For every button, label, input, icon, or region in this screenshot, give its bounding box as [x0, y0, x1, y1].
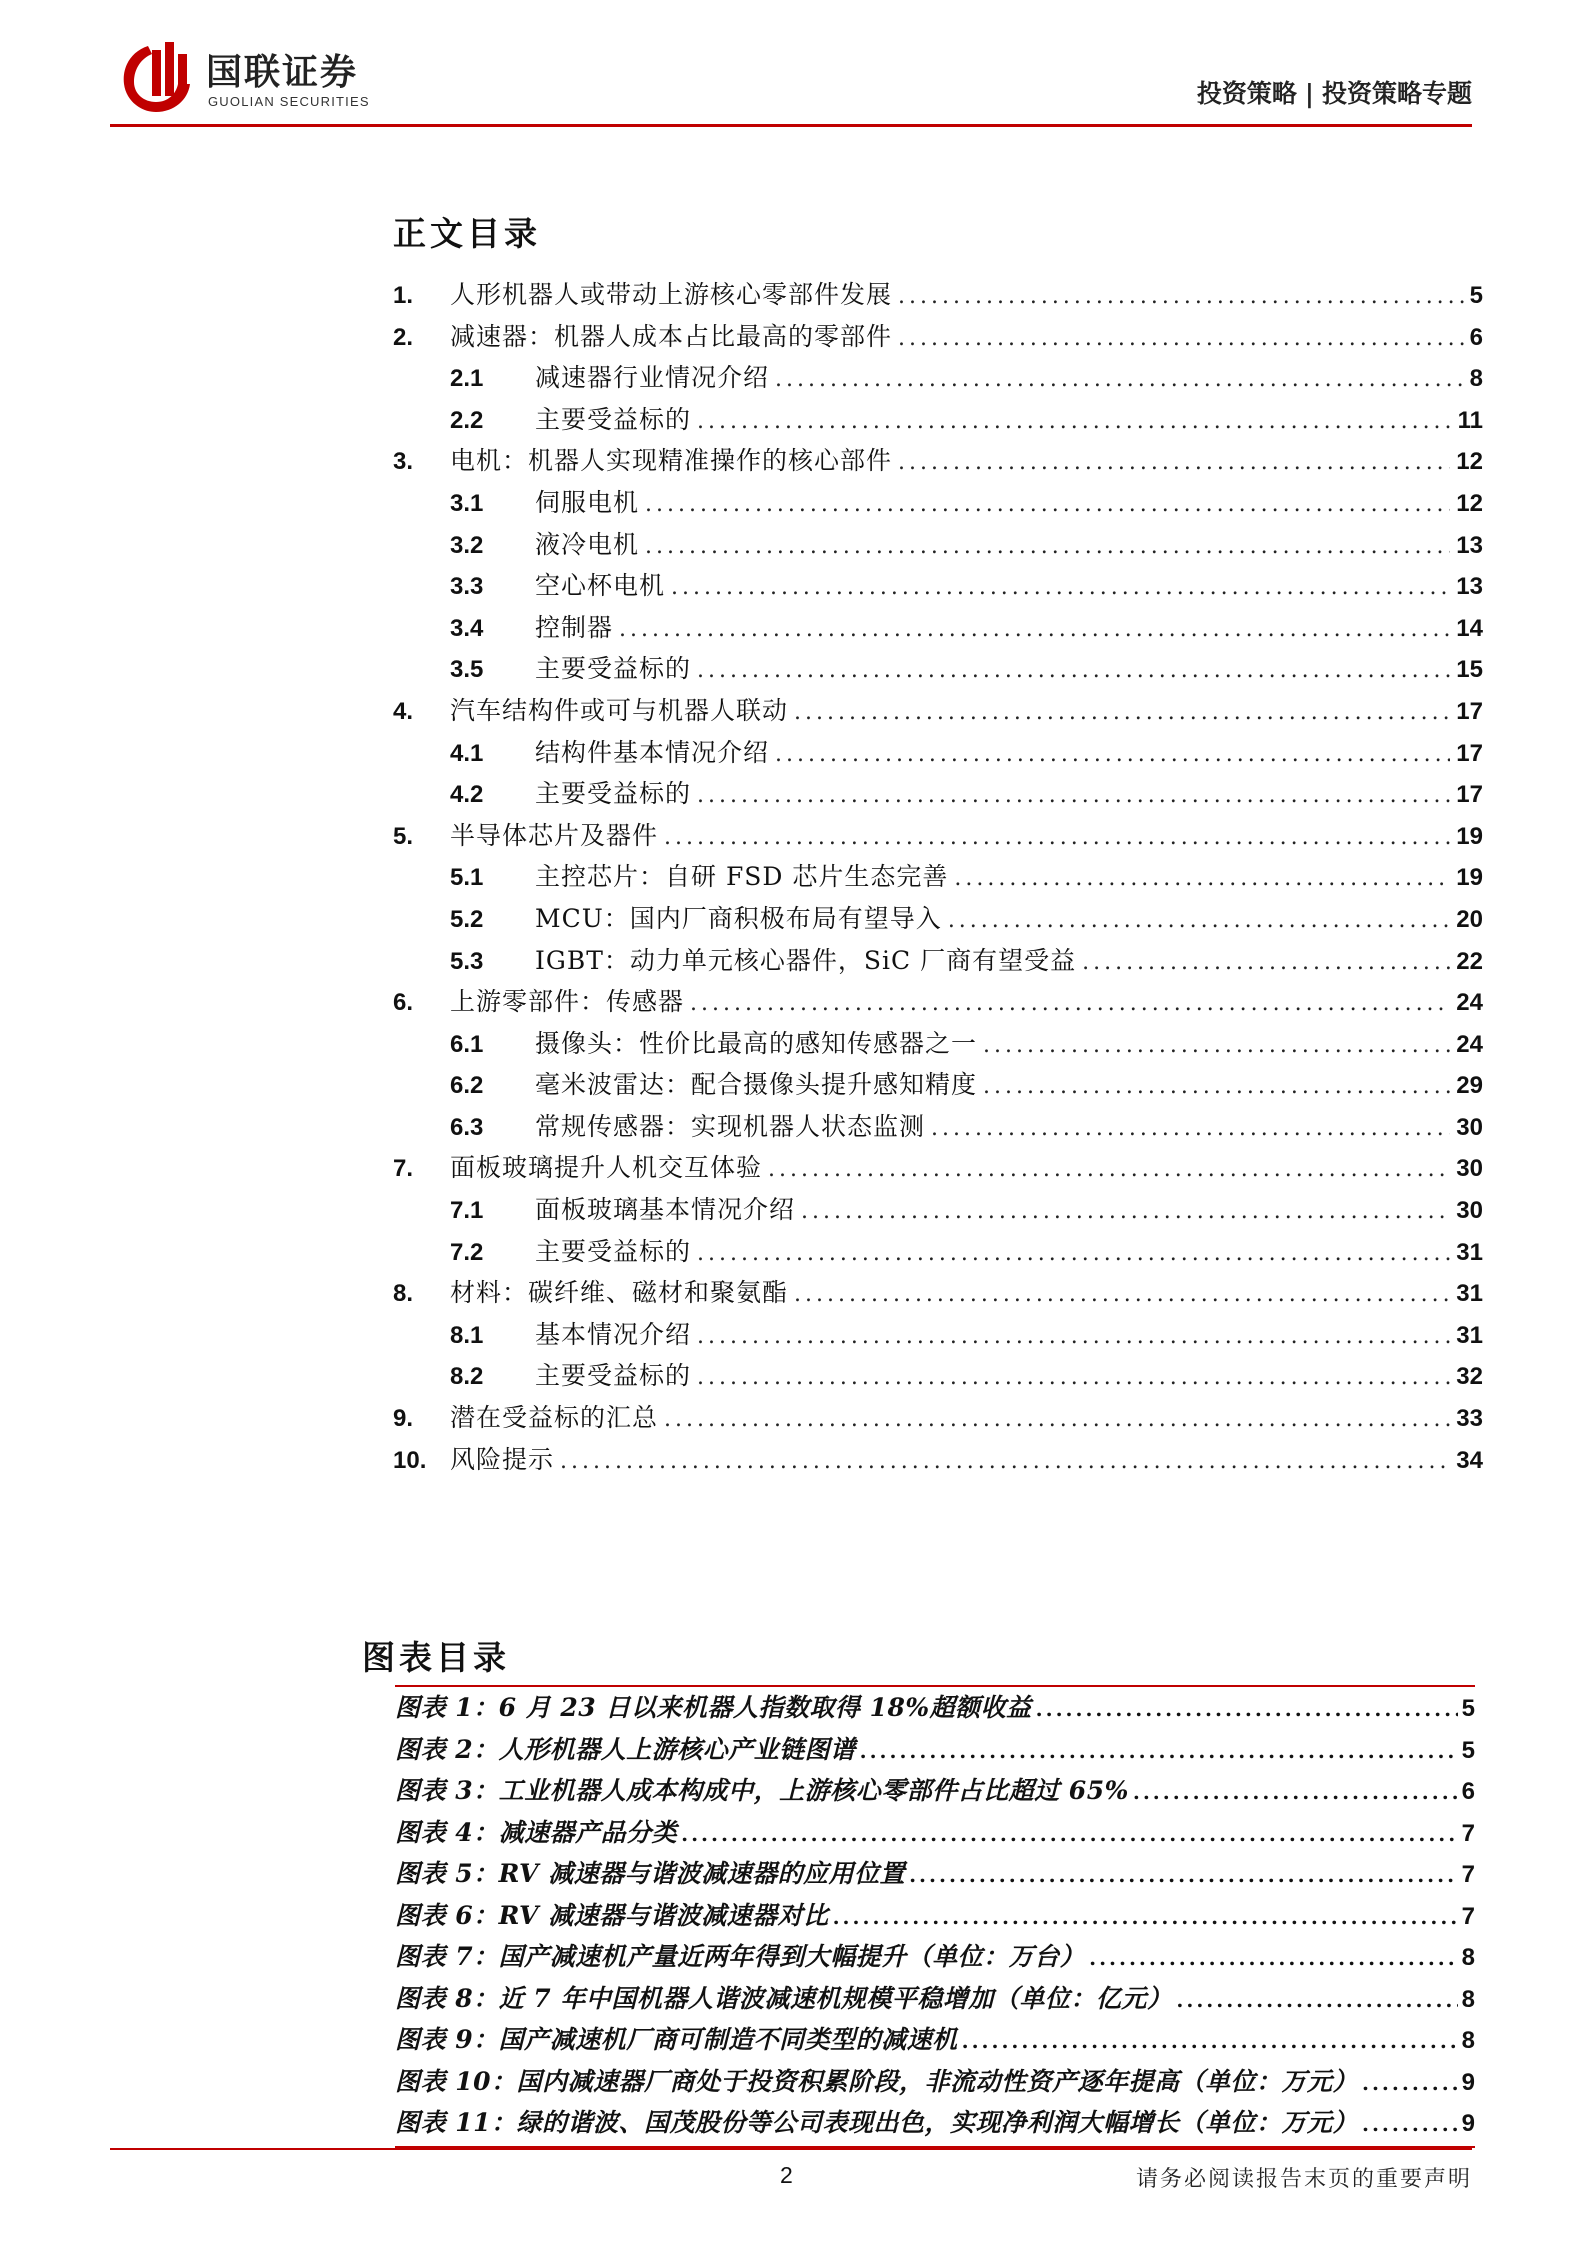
toc-entry-leader [768, 1157, 1450, 1182]
toc-entry-number: 3.2 [450, 531, 484, 559]
toc-entry-title[interactable]: 潜在受益标的汇总 [450, 1403, 659, 1433]
toc-entry-leader [794, 1282, 1450, 1307]
toc-entry-number: 5.2 [450, 905, 484, 933]
toc-entry-title[interactable]: 上游零部件：传感器 [450, 987, 685, 1017]
page-header [110, 32, 1472, 128]
toc-entry-number: 3.4 [450, 614, 484, 642]
toc-entry-page: 31 [1456, 1321, 1483, 1349]
toc-entry[interactable] [393, 857, 1483, 899]
toc-entry-number: 7.2 [450, 1238, 484, 1266]
toc-entry-leader [619, 617, 1450, 642]
toc-entry-number: 5. [393, 822, 414, 850]
figure-entry-leader [1036, 1697, 1458, 1721]
toc-entry-title[interactable]: IGBT：动力单元核心器件，SiC 厂商有望受益 [535, 945, 1077, 975]
figure-entry-page: 6 [1461, 1778, 1475, 1805]
logo-subtext: GUOLIAN SECURITIES [208, 94, 370, 109]
header-divider [110, 124, 1472, 127]
figure-entry-title[interactable]: 图表 1：6 月 23 日以来机器人指数取得 18%超额收益 [395, 1693, 1032, 1722]
figure-entry-title[interactable]: 图表 11：绿的谐波、国茂股份等公司表现出色，实现净利润大幅增长（单位：万元） [395, 2108, 1358, 2137]
toc-entry[interactable] [393, 1440, 1483, 1482]
figure-entry-page: 8 [1461, 1944, 1475, 1971]
toc-entry-page: 13 [1456, 531, 1483, 559]
toc-entry-page: 30 [1456, 1197, 1483, 1225]
toc-entry-page: 30 [1456, 1155, 1483, 1183]
figure-entry-leader [1176, 1988, 1457, 2012]
toc-entry-title[interactable]: 主要受益标的 [535, 1236, 692, 1266]
toc-entry-leader [697, 1241, 1450, 1266]
toc-entry-title[interactable]: 半导体芯片及器件 [450, 820, 659, 850]
toc-entry-number: 6.1 [450, 1030, 484, 1058]
figure-entry-page: 5 [1461, 1695, 1475, 1722]
toc-entry-title[interactable]: 主要受益标的 [535, 779, 692, 809]
toc-entry-leader [671, 575, 1450, 600]
toc-entry-leader [1082, 950, 1450, 975]
toc-entry[interactable] [393, 733, 1483, 775]
toc-entry-number: 8.1 [450, 1321, 484, 1349]
toc-entry-page: 29 [1456, 1072, 1483, 1100]
figure-entry-page: 8 [1461, 1985, 1475, 2013]
toc-heading: 正文目录 [393, 214, 541, 253]
toc-entry-number: 5.1 [450, 864, 484, 892]
toc-entry-title[interactable]: 摄像头：性价比最高的感知传感器之一 [535, 1028, 978, 1058]
logo-text: 国联证券 [206, 52, 359, 93]
toc-entry-leader [664, 1407, 1450, 1432]
toc-entry-number: 1. [393, 282, 414, 309]
toc-entry-page: 34 [1456, 1446, 1483, 1474]
breadcrumb-separator: | [1304, 79, 1314, 108]
toc-entry-number: 3.5 [450, 656, 484, 684]
toc-entry-number: 8.2 [450, 1363, 484, 1391]
figure-entry[interactable] [395, 2062, 1475, 2104]
toc-entry-page: 13 [1456, 573, 1483, 601]
toc-entry-title[interactable]: 主控芯片：自研 FSD 芯片生态完善 [535, 862, 949, 892]
toc-entry[interactable] [393, 1232, 1483, 1274]
toc-entry-leader [983, 1074, 1450, 1099]
figure-entry[interactable] [395, 1771, 1475, 1813]
toc-entry-page: 14 [1456, 614, 1483, 642]
toc-entry-number: 10. [393, 1446, 427, 1474]
toc-entry-title[interactable]: 主要受益标的 [535, 654, 692, 684]
toc-entry-title[interactable]: 汽车结构件或可与机器人联动 [450, 695, 789, 725]
toc-entry-number: 2.2 [450, 406, 484, 434]
figure-entry-leader [962, 2029, 1458, 2053]
figure-entry-page: 7 [1461, 1819, 1475, 1847]
toc-entry-number: 6. [393, 989, 414, 1017]
figure-entry-page: 9 [1461, 2068, 1475, 2096]
toc-entry-title[interactable]: 风险提示 [450, 1444, 555, 1474]
breadcrumb [1197, 74, 1472, 110]
toc-entry-leader [898, 450, 1450, 475]
toc-entry-number: 9. [393, 1405, 414, 1433]
toc-entry[interactable] [393, 1398, 1483, 1440]
figure-entry-leader [1362, 2112, 1458, 2136]
figure-entry-title[interactable]: 图表 9：国产减速机厂商可制造不同类型的减速机 [395, 2025, 958, 2054]
toc-entry-page: 31 [1456, 1238, 1483, 1266]
toc-entry-number: 7.1 [450, 1197, 484, 1225]
toc-entry-title[interactable]: 主要受益标的 [535, 404, 692, 434]
toc-entry-title[interactable]: 结构件基本情况介绍 [535, 737, 770, 767]
toc-entry-page: 31 [1456, 1280, 1483, 1308]
toc-entry-page: 6 [1469, 323, 1483, 351]
toc-entry-title[interactable]: 空心杯电机 [535, 571, 666, 601]
toc-entry-page: 33 [1456, 1405, 1483, 1433]
toc-entry-title[interactable]: 减速器行业情况介绍 [535, 363, 770, 393]
toc-entry[interactable] [393, 816, 1483, 858]
footer-divider [110, 2148, 1472, 2150]
figure-list-heading: 图表目录 [362, 1638, 510, 1677]
figure-entry-page: 9 [1461, 2110, 1475, 2137]
toc-entry[interactable] [393, 1273, 1483, 1315]
figure-entry-title[interactable]: 图表 5：RV 减速器与谐波减速器的应用位置 [395, 1859, 906, 1888]
toc-entry-leader [801, 1199, 1450, 1224]
toc-entry-number: 8. [393, 1280, 414, 1308]
toc-entry[interactable] [393, 317, 1483, 359]
figure-entry-page: 7 [1461, 1902, 1475, 1930]
toc-entry-leader [931, 1116, 1450, 1141]
toc-entry-title[interactable]: 主要受益标的 [535, 1361, 692, 1391]
toc-entry-title[interactable]: 人形机器人或带动上游核心零部件发展 [450, 280, 893, 309]
toc-entry-title[interactable]: 液冷电机 [535, 529, 640, 559]
toc-entry-title[interactable]: 伺服电机 [535, 487, 640, 517]
toc-entry-number: 3.1 [450, 489, 484, 517]
toc-entry-title[interactable]: 减速器：机器人成本占比最高的零部件 [450, 321, 893, 351]
toc-entry-leader [948, 908, 1450, 933]
toc-entry-page: 24 [1456, 1030, 1483, 1058]
toc-entry-leader [690, 991, 1450, 1016]
toc-entry[interactable] [393, 275, 1483, 317]
toc-entry[interactable] [393, 1315, 1483, 1357]
toc-entry-leader [775, 742, 1450, 767]
figure-entry-title[interactable]: 图表 3：工业机器人成本构成中，上游核心零部件占比超过 65% [395, 1776, 1129, 1805]
figure-entry-page: 5 [1461, 1736, 1475, 1764]
figure-entry-title[interactable]: 图表 7：国产减速机产量近两年得到大幅提升（单位：万台） [395, 1942, 1086, 1971]
figure-entry-leader [1362, 2071, 1458, 2095]
toc-entry-leader [775, 367, 1464, 392]
page-number: 2 [780, 2162, 793, 2188]
toc-entry[interactable] [393, 1024, 1483, 1066]
toc-entry-number: 6.2 [450, 1072, 484, 1100]
figure-entry-page: 7 [1461, 1861, 1475, 1888]
toc-entry-page: 11 [1457, 406, 1483, 434]
breadcrumb-item-category: 投资策略 [1196, 79, 1297, 108]
toc-entry[interactable] [393, 774, 1483, 816]
toc-entry[interactable] [393, 1107, 1483, 1149]
figure-entry[interactable] [395, 1854, 1475, 1896]
toc-entry-number: 5.3 [450, 947, 484, 975]
toc-entry-page: 30 [1456, 1113, 1483, 1141]
figure-entry-leader [681, 1822, 1458, 1846]
toc-entry-page: 8 [1469, 365, 1483, 393]
toc-entry-page: 24 [1456, 989, 1483, 1017]
toc-entry-number: 2. [393, 323, 414, 351]
figure-entry[interactable] [395, 1979, 1475, 2021]
toc-entry[interactable] [393, 525, 1483, 567]
toc-entry-title[interactable]: 材料：碳纤维、磁材和聚氨酯 [450, 1278, 789, 1308]
toc-entry-number: 4. [393, 697, 414, 725]
figure-entry[interactable] [395, 1896, 1475, 1938]
figure-entry-leader [1089, 1946, 1458, 1970]
toc-entry-title[interactable]: 基本情况介绍 [535, 1319, 692, 1349]
figure-entry[interactable] [395, 2103, 1475, 2145]
toc-entry-number: 2.1 [450, 365, 484, 393]
toc-entry-number: 4.2 [450, 781, 484, 809]
toc-entry-page: 17 [1456, 697, 1483, 725]
toc-entry[interactable] [393, 358, 1483, 400]
toc-entry[interactable] [393, 899, 1483, 941]
figure-entry-title[interactable]: 图表 10：国内减速器厂商处于投资积累阶段，非流动性资产逐年提高（单位：万元） [395, 2066, 1358, 2096]
toc-entry[interactable] [393, 982, 1483, 1024]
toc-entry[interactable] [393, 483, 1483, 525]
toc-entry-leader [983, 1033, 1450, 1058]
toc-entry[interactable] [393, 649, 1483, 691]
toc-entry-page: 5 [1469, 282, 1483, 309]
toc-entry-number: 7. [393, 1155, 414, 1183]
toc-entry[interactable] [393, 441, 1483, 483]
toc-entry-leader [954, 866, 1450, 891]
toc-entry-leader [697, 1365, 1450, 1390]
footer-disclaimer: 请务必阅读报告末页的重要声明 [1135, 2167, 1472, 2192]
toc-entry-page: 22 [1456, 947, 1483, 975]
figure-entry-leader [833, 1905, 1458, 1929]
figure-entry[interactable] [395, 2020, 1475, 2062]
toc-entry-number: 3.3 [450, 573, 484, 601]
toc-entry-page: 17 [1456, 781, 1483, 809]
toc-entry[interactable] [393, 566, 1483, 608]
guolian-logo-icon [118, 40, 194, 116]
toc-entry-page: 32 [1456, 1363, 1483, 1391]
toc-entry-title[interactable]: 面板玻璃提升人机交互体验 [450, 1153, 763, 1183]
figure-list-top-rule [395, 1685, 1475, 1687]
toc-entry-leader [645, 492, 1450, 517]
figure-entry[interactable] [395, 1730, 1475, 1772]
figure-entry-title[interactable]: 图表 2：人形机器人上游核心产业链图谱 [395, 1734, 856, 1764]
toc-entry-number: 3. [393, 448, 414, 476]
breadcrumb-item-topic: 投资策略专题 [1321, 79, 1472, 108]
toc-entry-title[interactable]: 面板玻璃基本情况介绍 [535, 1195, 796, 1225]
toc-entry-page: 12 [1456, 489, 1483, 517]
toc-entry-page: 19 [1456, 822, 1483, 850]
toc-entry-number: 6.3 [450, 1113, 484, 1141]
toc-entry[interactable] [393, 1356, 1483, 1398]
toc-entry-title[interactable]: 毫米波雷达：配合摄像头提升感知精度 [535, 1070, 978, 1100]
figure-entry-page: 8 [1461, 2027, 1475, 2054]
toc-entry[interactable] [393, 1148, 1483, 1190]
toc-entry-title[interactable]: 控制器 [535, 612, 614, 642]
toc-entry-title[interactable]: MCU：国内厂商积极布局有望导入 [535, 903, 942, 933]
toc-entry-title[interactable]: 电机：机器人实现精准操作的核心部件 [450, 446, 893, 476]
toc-entry-leader [697, 1324, 1450, 1349]
toc-entry[interactable] [393, 400, 1483, 442]
toc-entry-leader [697, 658, 1450, 683]
toc-entry-leader [697, 409, 1452, 434]
toc-entry-leader [697, 783, 1450, 808]
toc-entry-page: 15 [1456, 656, 1483, 684]
toc-entry-title[interactable]: 常规传感器：实现机器人状态监测 [535, 1111, 926, 1141]
figure-entry-leader [909, 1863, 1458, 1887]
toc-entry[interactable] [393, 691, 1483, 733]
toc-entry-leader [664, 825, 1450, 850]
toc-entry-page: 20 [1456, 905, 1483, 933]
figure-entry[interactable] [395, 1937, 1475, 1979]
figure-entry[interactable] [395, 1688, 1475, 1730]
toc-entry-number: 4.1 [450, 739, 484, 767]
figure-entry-leader [1133, 1780, 1458, 1804]
toc-entry[interactable] [393, 608, 1483, 650]
toc-entry-leader [645, 534, 1450, 559]
figure-entry-title[interactable]: 图表 8：近 7 年中国机器人谐波减速机规模平稳增加（单位：亿元） [395, 1983, 1173, 2013]
toc-entry[interactable] [393, 1065, 1483, 1107]
figure-list [395, 1688, 1475, 2145]
toc-entry-leader [794, 700, 1450, 725]
toc-entry-leader [560, 1449, 1450, 1474]
figure-entry-title[interactable]: 图表 6：RV 减速器与谐波减速器对比 [395, 1900, 829, 1930]
toc-entry-page: 12 [1456, 448, 1483, 476]
figure-entry-leader [860, 1739, 1458, 1763]
toc-entry-page: 19 [1456, 864, 1483, 892]
toc-entry[interactable] [393, 941, 1483, 983]
toc-entry[interactable] [393, 1190, 1483, 1232]
figure-entry-title[interactable]: 图表 4：减速器产品分类 [395, 1817, 678, 1847]
toc-list [393, 275, 1483, 1481]
toc-entry-leader [898, 284, 1464, 309]
figure-entry[interactable] [395, 1813, 1475, 1855]
toc-entry-leader [898, 326, 1464, 351]
toc-entry-page: 17 [1456, 739, 1483, 767]
